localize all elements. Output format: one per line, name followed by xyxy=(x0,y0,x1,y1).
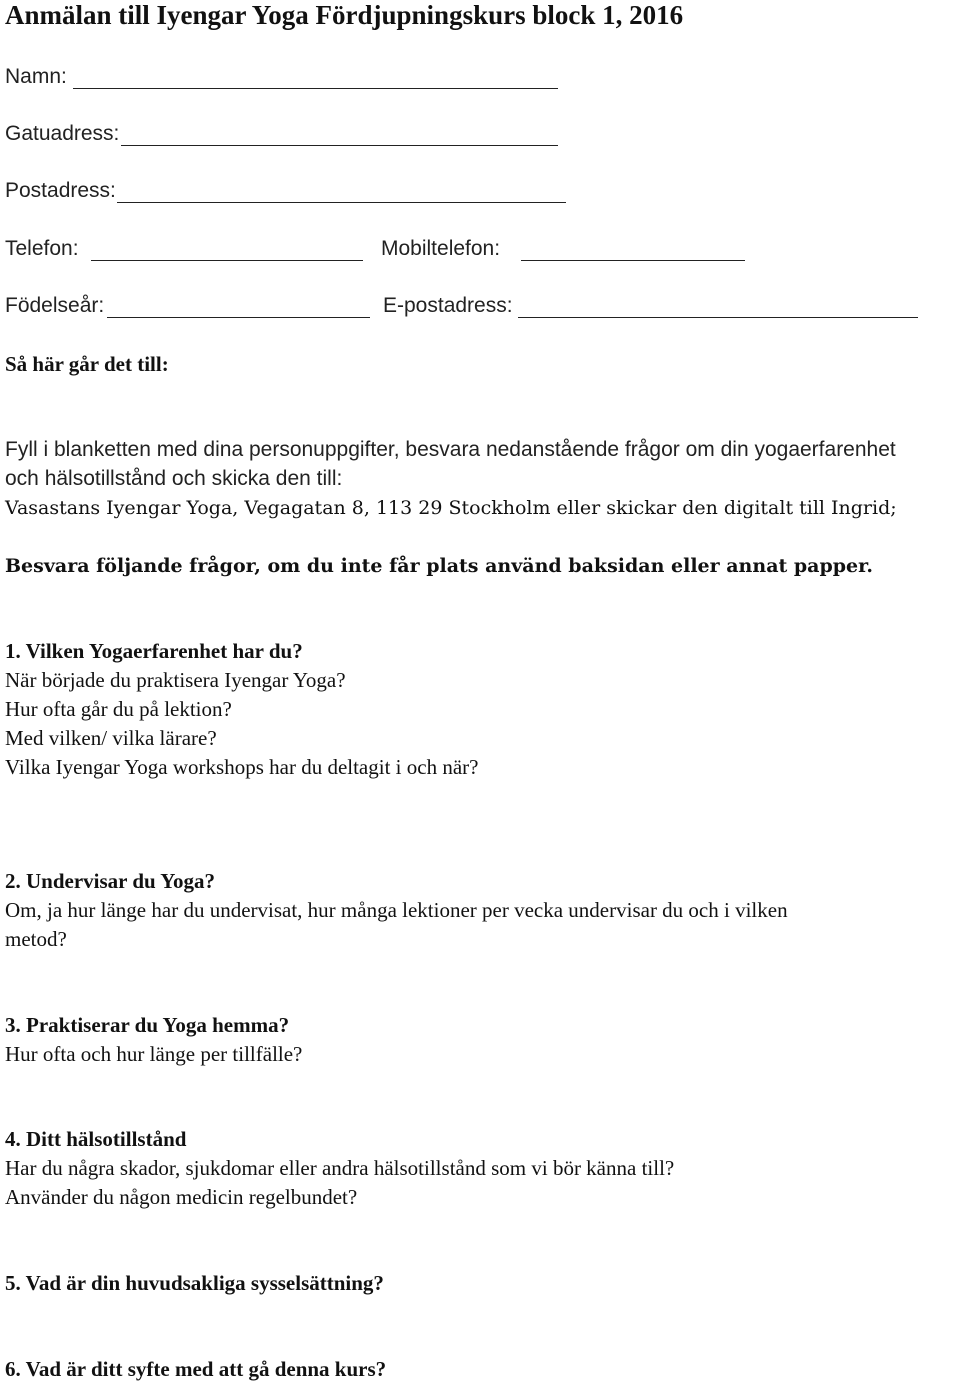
question-1-title: 1. Vilken Yogaerfarenhet har du? xyxy=(5,639,303,663)
question-2-line: metod? xyxy=(5,927,67,951)
instructions-line-2: och hälsotillstånd och skicka den till: xyxy=(5,467,343,490)
question-2-line: Om, ja hur länge har du undervisat, hur många lektioner per vecka undervisar du och i vilken xyxy=(5,898,788,922)
mailing-address: Vasastans Iyengar Yoga, Vegagatan 8, 113 29 Stockholm eller skickar den digitalt till Ingrid; xyxy=(5,497,897,519)
question-1-line: När började du praktisera Iyengar Yoga? xyxy=(5,668,346,692)
phone-label: Telefon: xyxy=(5,237,79,260)
mobile-field[interactable] xyxy=(521,260,745,261)
instructions-heading: Så här går det till: xyxy=(5,352,169,376)
question-3-line: Hur ofta och hur länge per tillfälle? xyxy=(5,1042,303,1066)
mobile-label: Mobiltelefon: xyxy=(381,237,501,260)
postal-label: Postadress: xyxy=(5,179,116,202)
question-4-line: Använder du någon medicin regelbundet? xyxy=(5,1185,358,1209)
question-2-title: 2. Undervisar du Yoga? xyxy=(5,869,216,893)
street-field[interactable] xyxy=(121,145,558,146)
question-1-line: Vilka Iyengar Yoga workshops har du deltagit i och när? xyxy=(5,755,479,779)
question-1-line: Hur ofta går du på lektion? xyxy=(5,697,232,721)
question-4-line: Har du några skador, sjukdomar eller andra hälsotillstånd som vi bör känna till? xyxy=(5,1156,675,1180)
birth-year-field[interactable] xyxy=(107,317,370,318)
postal-field[interactable] xyxy=(117,202,566,203)
question-5-title: 5. Vad är din huvudsakliga sysselsättning? xyxy=(5,1271,384,1295)
question-3-title: 3. Praktiserar du Yoga hemma? xyxy=(5,1013,290,1037)
page-title: Anmälan till Iyengar Yoga Fördjupningskurs block 1, 2016 xyxy=(5,0,684,30)
name-field[interactable] xyxy=(73,88,558,89)
birth-year-label: Födelseår: xyxy=(5,294,105,317)
question-6-title: 6. Vad är ditt syfte med att gå denna kurs? xyxy=(5,1357,387,1381)
email-label: E-postadress: xyxy=(383,294,513,317)
email-field[interactable] xyxy=(518,317,918,318)
instructions-line-1: Fyll i blanketten med dina personuppgifter, besvara nedanstående frågor om din yogaerfarenhet xyxy=(5,438,896,461)
answer-note: Besvara följande frågor, om du inte får plats använd baksidan eller annat papper. xyxy=(5,555,874,577)
name-label: Namn: xyxy=(5,65,67,88)
question-1-line: Med vilken/ vilka lärare? xyxy=(5,726,217,750)
street-label: Gatuadress: xyxy=(5,122,120,145)
phone-field[interactable] xyxy=(91,260,363,261)
question-4-title: 4. Ditt hälsotillstånd xyxy=(5,1127,187,1151)
